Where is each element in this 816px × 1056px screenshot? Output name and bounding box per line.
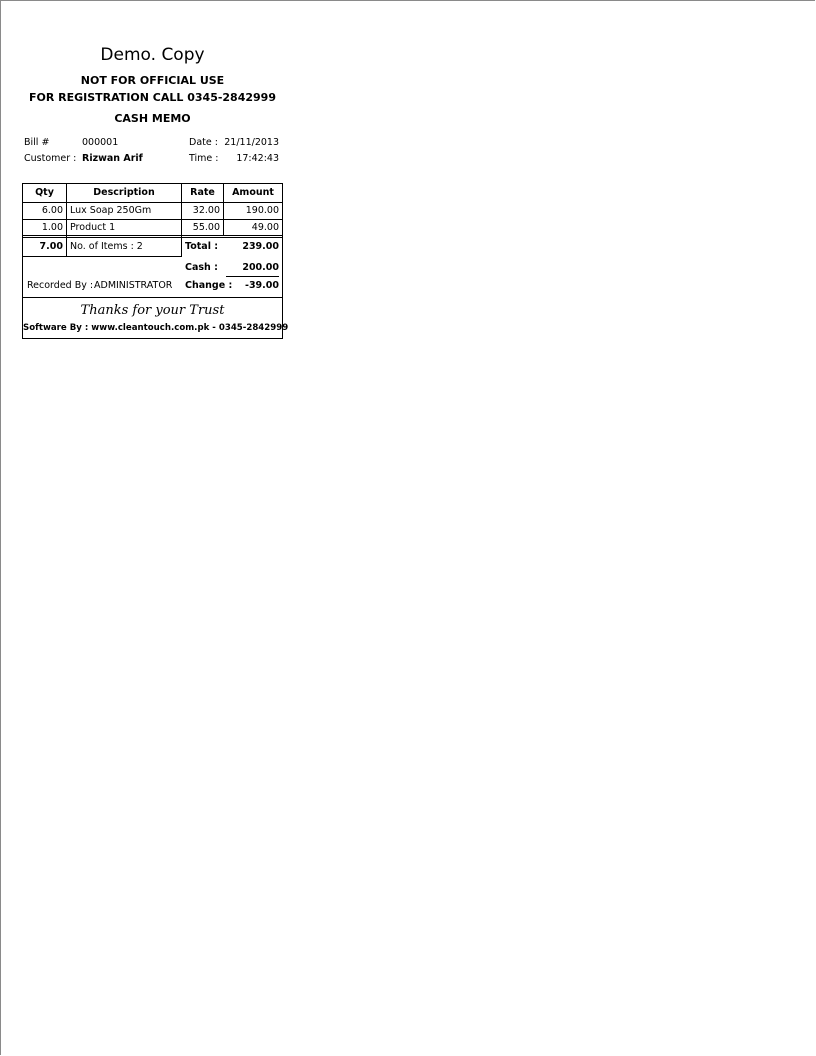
totals-divider-bottom bbox=[23, 237, 282, 238]
summary-divider bbox=[23, 256, 181, 257]
date-label: Date : bbox=[189, 137, 218, 148]
demo-copy-title: Demo. Copy bbox=[100, 45, 205, 65]
items-count: No. of Items : 2 bbox=[70, 241, 143, 252]
time-label: Time : bbox=[189, 153, 219, 164]
total-value: 239.00 bbox=[242, 241, 279, 252]
total-qty: 7.00 bbox=[39, 241, 63, 252]
cash-underline bbox=[226, 276, 279, 277]
total-label: Total : bbox=[185, 241, 219, 252]
row-2-description: Product 1 bbox=[70, 222, 116, 233]
row-1-qty: 6.00 bbox=[41, 205, 63, 216]
description-header: Description bbox=[93, 187, 155, 198]
customer-name: Rizwan Arif bbox=[82, 153, 143, 164]
customer-label: Customer : bbox=[24, 153, 77, 164]
totals-divider-top bbox=[23, 235, 282, 236]
bill-number: 000001 bbox=[82, 137, 119, 148]
not-for-official-use-notice: NOT FOR OFFICIAL USE bbox=[80, 74, 225, 87]
row-1-rate: 32.00 bbox=[192, 205, 220, 216]
change-label: Change : bbox=[185, 280, 233, 291]
registration-call-notice: FOR REGISTRATION CALL 0345-2842999 bbox=[28, 91, 276, 104]
rate-header: Rate bbox=[190, 187, 215, 198]
row-divider bbox=[23, 219, 282, 220]
bill-label: Bill # bbox=[24, 137, 50, 148]
row-2-rate: 55.00 bbox=[192, 222, 220, 233]
date-value: 21/11/2013 bbox=[224, 137, 279, 148]
recorded-by-label: Recorded By : bbox=[27, 280, 94, 291]
amount-header: Amount bbox=[232, 187, 274, 198]
cash-label: Cash : bbox=[185, 262, 218, 273]
cash-memo-title: CASH MEMO bbox=[114, 112, 191, 125]
cash-value: 200.00 bbox=[242, 262, 279, 273]
header-divider bbox=[23, 202, 282, 203]
recorded-by-name: ADMINISTRATOR bbox=[94, 280, 173, 291]
row-2-qty: 1.00 bbox=[41, 222, 63, 233]
footer-divider bbox=[23, 297, 282, 298]
change-value: -39.00 bbox=[245, 280, 279, 291]
row-2-amount: 49.00 bbox=[251, 222, 279, 233]
qty-header: Qty bbox=[35, 187, 54, 198]
row-1-description: Lux Soap 250Gm bbox=[70, 205, 152, 216]
items-table bbox=[22, 183, 289, 339]
row-1-amount: 190.00 bbox=[245, 205, 279, 216]
software-credit: Software By : www.cleantouch.com.pk - 0345-2842999 bbox=[23, 323, 289, 333]
thanks-message: Thanks for your Trust bbox=[80, 303, 225, 318]
time-value: 17:42:43 bbox=[236, 153, 279, 164]
